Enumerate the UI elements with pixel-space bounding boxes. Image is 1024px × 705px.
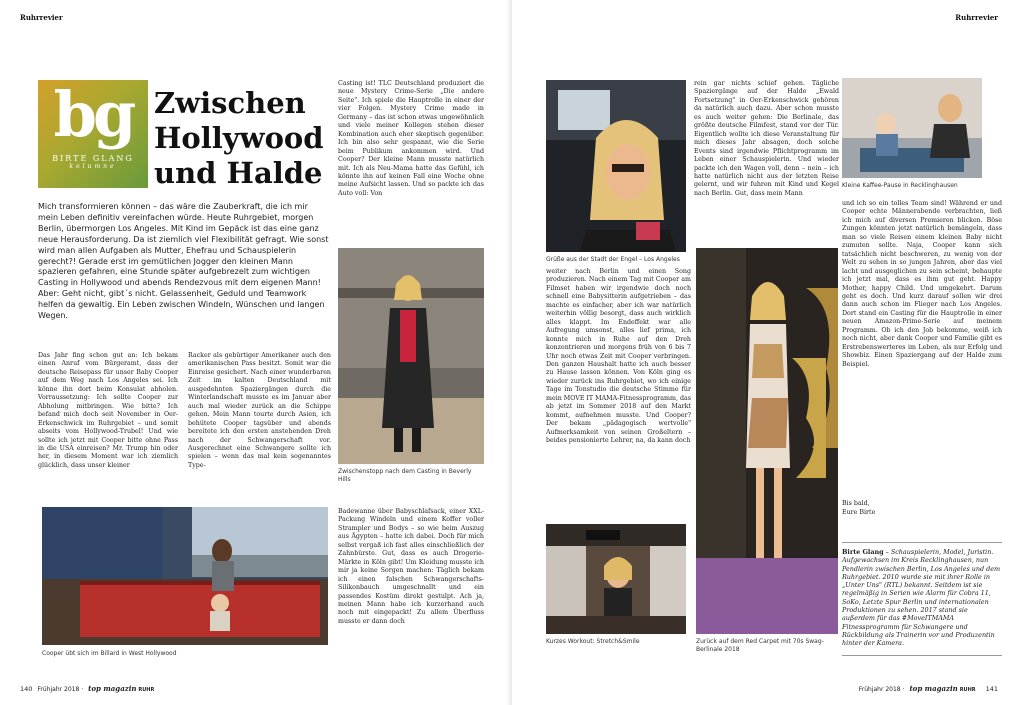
magazine-name: top magazin — [88, 684, 137, 693]
headline-line-3: und Halde — [154, 156, 323, 190]
signoff: Bis bald, — [842, 500, 870, 507]
bio-rule-top — [842, 542, 1002, 543]
caption-walk: Zwischenstopp nach dem Casting in Beverly Hills — [338, 468, 472, 483]
redcarpet-photo-image — [696, 248, 838, 634]
magazine-name: top magazin — [909, 684, 958, 693]
headline-line-2: Hollywood — [154, 121, 324, 155]
caption-redcarpet: Zurück auf dem Red Carpet mit 70s Swag-Berlinale 2018 — [696, 638, 824, 653]
body-column-2: Racker als gebürtiger Amerikaner auch den amerikanischen Pass besitzt. Somit war die Einreise gesichert. Nach einer wunderbaren Zeit im kalten Deutschland mit ausgedehnten Spaziergängen durch die Winterlandschaft musste es im Januar aber auch mal wieder zurück an die Schippe gehen. Mein Mann tourte durch Asien, ich behütete Cooper tagsüber und abends bereitete ich den ersten anstehenden Dreh nach der Schwangerschaft vor. Ausgerechnet eine Schwangere sollte ich spielen – wenn das mal kein sogenanntes Type- — [188, 352, 331, 469]
headline-line-1: Zwischen — [154, 86, 306, 120]
caption-selfie: Grüße aus der Stadt der Engel – Los Angeles — [546, 256, 680, 263]
page-number: 140 — [20, 685, 33, 693]
body-right-column-1-bottom: weiter nach Berlin und einen Song produzieren. Nach einem Tag mit Cooper am Filmset haben wir irgendwie doch noch schnell eine Babysitterin aufgetrieben – das machte es einfacher, aber ich war natürlich weiterhin völlig besorgt, dass auch wirklich alles klappt. Im Endeffekt war alle Aufregung umsonst, alles lief prima, ich konnte mich in Ruhe auf den Dreh konzentrieren und morgens früh von 6 bis 7 Uhr noch etwas Zeit mit Cooper verbringen. Den ganzen Haushalt hatte ich auch besser zu Hause lassen können. Von Köln ging es wieder zurück ins Ruhrgebiet, wo ich einige Tage im Tonstudio die deutsche Stimme für mein MOVE IT MAMA-Fitnessprogramm, das ab jetzt im Sommer 2018 auf den Markt kommt, aufnehmen musste. Und Cooper? Der bekam „pädagogisch wertvolle" Aufmerksamkeit von seinen Großeltern – beides pensionierte Lehrer, na, da kann doch — [546, 268, 691, 445]
body-column-3-bottom: Badewanne über Babyschlafsack, einer XXL-Packung Windeln und einem Koffer voller Strampler und Bodys – so wie beim Auszug aus Ägypten – hatte ich dabei. Doch für mich selbst vergaß ich fast alles einschließlich der Zahnbürste. Gut, dass es auch Drogerie-Märkte in Köln gibt! Um Kleidung musste ich mir ja keine Sorgen machen: Täglich bekam ich einen falschen Schwangerschafts-Silikonbauch umgeschnallt und ein passendes Kostüm direkt gestulpt. Ach ja, meinen Mann habe ich kurzerhand auch noch mit eingepackt! Zu allem Überfluss musste er dann doch — [338, 508, 484, 625]
running-head: Ruhrrevier — [20, 13, 63, 22]
body-column-1: Das Jahr fing schon gut an: Ich bekam einen Anruf vom Bürgeramt, dass der deutsche Reisepass für unser Baby Cooper auf dem Weg nach Los Angeles sei. Ich könne ihn dort beim Konsulat abholen. Vorraussetzung: Ich sollte Cooper zur Abholung mitbringen. Wie bitte? Ich befand mich doch seit November in Oer-Erkenschwick im Ruhrgebiet – und somit abseits vom Hollywood-Trubel! Und wie sollte ich jetzt mit Cooper bitte ohne Pass in die USA einreisen? Mr. Trump hin oder her, in diesem Moment war ich ziemlich glücklich, dass unser kleiner — [38, 352, 178, 469]
bio-rule-bottom — [842, 655, 1002, 656]
signature: Eure Birte — [842, 509, 876, 516]
selfie-photo-image — [546, 80, 686, 252]
photo-walk-beverly-hills — [338, 248, 484, 464]
logo-author: BIRTE GLANG — [52, 154, 134, 163]
issue-label: Frühjahr 2018 · — [858, 686, 905, 693]
workout-photo-image — [546, 524, 686, 634]
magazine-region: RUHR — [138, 687, 155, 693]
caption-coffee: Kleine Kaffee-Pause in Recklinghausen — [842, 182, 958, 189]
page-number: 141 — [985, 685, 998, 693]
author-bio — [842, 548, 1002, 648]
photo-red-carpet — [696, 248, 838, 634]
body-right-column-2: und ich so ein tolles Team sind! Während er und Cooper echte Männerabende verbrachten, ließ ich mich auf diversen Premieren blicken. Böse Zungen könnten jetzt natürlich bemängeln, dass man so viele Reisen einem kleinen Baby nicht zumuten sollte. Naja, Cooper kann sich tatsächlich nicht beschweren, zu wenig von der Welt zu sehen in so jungen Jahren, aber das viel lacht und ausgeglichen zu sein scheint, behaupte ich jetzt mal, dass es ihm gut geht. Happy Mother, happy Child. Und umgekehrt. Darum geht es doch. Und kurz darauf sollen wir drei dann auch schon im Flieger nach Los Angeles. Dort stand ein Casting für die Hauptrolle in einer neuen Amazon-Prime-Serie auf meinem Programm. Ob ich den Job bekomme, weiß ich noch nicht, aber dank Cooper und Familie gibt es Erstrebenswerteres im Leben, als nur Erfolg und Showbiz. Einen Spaziergang auf der Halde zum Beispiel. — [842, 200, 1002, 368]
column-logo — [38, 80, 148, 188]
lead-paragraph: Mich transformieren können – das wäre die Zauberkraft, die ich mir mein Leben definitiv vereinfachen würde. Heute Ruhrgebiet, morgen Berlin, übermorgen Los Angeles. Mit Kind im Gepäck ist das eine ganz neue Herausforderung. Da ist ziemlich viel Flexibilität gefragt. Wie sonst wird man allen Aufgaben als Mutter, Ehefrau und Schauspielerin gerecht?! Gerade erst im gemütlichen Jogger den kleinen Mann spazieren gefahren, eine Stunde später aufgebrezelt zum wichtigen Casting in Hollywood und abends Rendezvous mit dem eigenen Mann! Aber: Geht nicht, gibt´s nicht. Gelassenheit, Geduld und Teamwork helfen da gewaltig. Ein Leben zwischen Windeln, Wünschen und langen Wegen. — [38, 202, 329, 321]
right-page — [512, 0, 1024, 705]
photo-workout — [546, 524, 686, 634]
left-folio — [20, 684, 154, 693]
billiard-photo-image — [42, 507, 328, 645]
issue-label: Frühjahr 2018 · — [37, 686, 84, 693]
body-right-column-1-top: rein gar nichts schief gehen. Tägliche Spaziergänge auf der Halde „Ewald Fortsetzung" in Oer-Erkenschwick gehören da natürlich auch dazu. Aber schon musste es auch weiter gehen: Die Berlinale, das größte deutsche Filmfest, stand vor der Tür. Eigentlich wollte ich diese Veranstaltung für mich dieses Jahr absagen, doch solche Events sind irgendwie Pflichtprogramm im Leben einer Schauspielerin. Und wieder packte ich den Wagen voll, denn – nein – ich hatte natürlich nicht aus der letzten Reise gelernt, und wir fuhren mit Kind und Kegel nach Berlin. Gut, dass mein Mann — [694, 80, 839, 197]
bio-name: Birte Glang — [842, 548, 884, 556]
photo-selfie-la — [546, 80, 686, 252]
bio-text: – Schauspielerin, Model, Juristin. Aufgewachsen im Kreis Recklinghausen, nun Pendlerin zwischen Berlin, Los Angeles und dem Ruhrgebiet. 2010 wurde sie mit ihrer Rolle in „Unter Uns" (RTL) bekannt. Seitdem ist sie regelmäßig in Serien wie Alarm für Cobra 11, SoKo, Letzte Spur Berlin und internationalen Produktionen zu sehen. 2017 stand sie außerdem für das #MoveITMAMA Fitnessprogramm für Schwangere und Rückbildung als Trainerin vor und Produzentin hinter der Kamera. — [842, 548, 1001, 648]
photo-billiard — [42, 507, 328, 645]
right-folio — [854, 684, 998, 693]
logo-letters: bg — [53, 78, 133, 151]
body-column-3-top: Casting ist! TLC Deutschland produziert die neue Mystery Crime-Serie „Die andere Seite". Ich spiele die Hauptrolle in einer der vier Folgen. Mystery Crime made in Germany – das ist schon etwas ungewöhnlich und viele meiner Kollegen stehen dieser Kombination auch eher skeptisch gegenüber. Ich bin also sehr gespannt, wie die Serie beim Publikum ankommen wird. Und Cooper? Der kleine Mann musste natürlich mit. Ich als Neu-Mama hatte das Gefühl, ich könnte ihn auf keinen Fall eine Woche ohne meine Aufsicht lassen. Und so packte ich das Auto voll: Von — [338, 80, 484, 197]
article-headline — [154, 86, 334, 191]
magazine-region: RUHR — [959, 687, 976, 693]
coffee-photo-image — [842, 78, 982, 178]
logo-subtitle: kolumne — [69, 163, 117, 170]
running-head: Ruhrrevier — [955, 13, 998, 22]
caption-billiard: Cooper übt sich im Billard in West Hollywood — [42, 650, 177, 657]
walk-photo-image — [338, 248, 484, 464]
caption-workout: Kurzes Workout: Stretch&Smile — [546, 638, 640, 645]
photo-coffee-break — [842, 78, 982, 178]
